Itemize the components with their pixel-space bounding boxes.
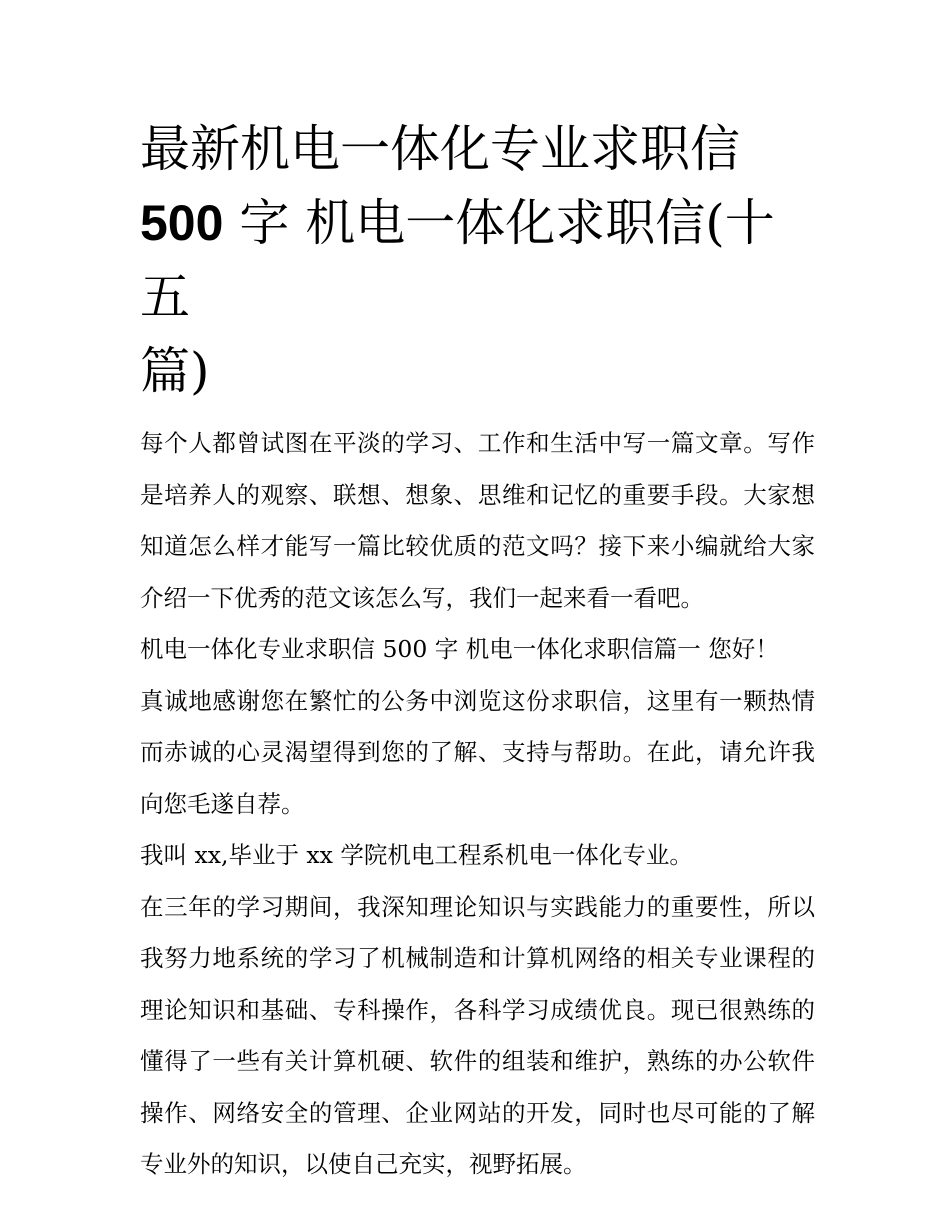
paragraph-thanks: 真诚地感谢您在繁忙的公务中浏览这份求职信，这里有一颗热情而赤诚的心灵渴望得到您的了解、支持与帮助。在此，请允许我向您毛遂自荐。 [140,686,815,818]
document-content [140,112,815,1191]
title-line-2: 字 机电一体化求职信(十五 [140,194,775,326]
title-line-3: 篇) [140,342,210,400]
paragraph-intro: 每个人都曾试图在平淡的学习、工作和生活中写一篇文章。写作是培养人的观察、联想、想象、思维和记忆的重要手段。大家想知道怎么样才能写一篇比较优质的范文吗？接下来小编就给大家介绍一下优秀的范文该怎么写，我们一起来看一看吧。 [140,429,815,612]
title-number: 500 [140,195,224,251]
title-line-1: 最新机电一体化专业求职信 [140,120,740,178]
paragraph-heading: 机电一体化专业求职信 500 字 机电一体化求职信篇一 您好！ [140,635,779,663]
paragraph-name: 我叫 xx,毕业于 xx 学院机电工程系机电一体化专业。 [140,841,693,869]
paragraph-study: 在三年的学习期间，我深知理论知识与实践能力的重要性，所以我努力地系统的学习了机械制造和计算机网络的相关专业课程的理论知识和基础、专科操作，各科学习成绩优良。现已很熟练的懂得了一些有关计算机硬、软件的组装和维护，熟练的办公软件操作、网络安全的管理、企业网站的开发，同时也尽可能的了解专业外的知识，以使自己充实，视野拓展。 [140,892,815,1178]
document-title [140,112,815,408]
